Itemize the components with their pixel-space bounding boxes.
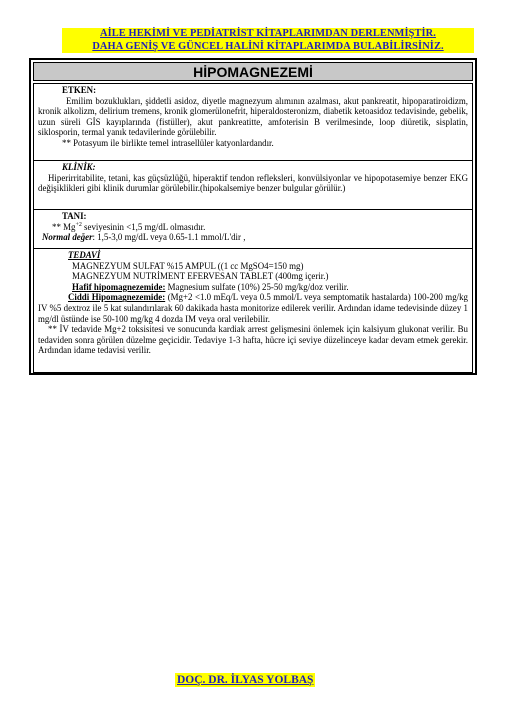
tani-heading: TANI: [62, 211, 87, 221]
tedavi-line-2: MAGNEZYUM NUTRİMENT EFERVESAN TABLET (400mg içerir.) [72, 271, 329, 282]
ciddi-paragraph [38, 292, 468, 324]
tani-prefix: ** Mg [52, 221, 76, 232]
tani-section [33, 209, 473, 249]
tani-normal [38, 232, 468, 243]
tani-line [38, 222, 468, 233]
hafif-paragraph [38, 282, 468, 293]
klinik-text: Hiperirritabilite, tetani, kas güçsüzlüğü, hiperaktif tendon refleksleri, konvülsiyonlar ve hipopotasemiye benzer EKG değişiklikleri gibi klinik durumlar görülebilir.(hipokalsemiye benzer bulgular görülür.) [38, 172, 468, 194]
source-banner [62, 28, 474, 53]
tani-rest: seviyesinin <1,5 mg/dL olmasıdır. [81, 221, 206, 232]
tedavi-heading: TEDAVİ [68, 250, 101, 260]
hafif-label: Hafif hipomagnezemide: [72, 281, 166, 292]
banner-line-1: AİLE HEKİMİ VE PEDİATRİST KİTAPLARIMDAN DERLENMİŞTİR. [100, 28, 436, 39]
klinik-heading: KLİNİK: [62, 162, 96, 172]
tedavi-note: ** İV tedavide Mg+2 toksisitesi ve sonucunda kardiak arrest gelişmesini önlemek için kalsiyum glukonat verilir. Bu tedaviden sonra görülen düzelme geçicidir. Tedaviye 1-3 hafta, hücre içi seviye düzelinceye kadar devam etmek gerekir. Ardından idame tedavisi verilir. [38, 324, 468, 356]
tedavi-line-1: MAGNEZYUM SULFAT %15 AMPUL ((1 cc MgSO4=150 mg) [72, 260, 304, 271]
ciddi-text: (Mg+2 <1.0 mEq/L veya 0.5 mmol/L veya semptomatik hastalarda) 100-200 mg/kg IV %5 dextroz ile 5 kat sulandırılarak 60 dakikada hasta monitorize edilerek verilir. Ardından idame tedevisinde düzey 1 mg/dl üstünde ise 50-100 mg/kg 4 dozda IM veya oral verilebilir. [38, 292, 468, 324]
tani-superscript: +2 [75, 221, 82, 228]
tedavi-section [33, 248, 473, 373]
etken-note: ** Potasyum ile birlikte temel intrasellüler katyonlardandır. [62, 137, 274, 148]
normal-value: : 1,5-3,0 mg/dL veya 0.65-1.1 mmol/L'dir , [92, 232, 246, 243]
author-name: DOÇ. DR. İLYAS YOLBAŞ [177, 674, 314, 686]
ciddi-label: Ciddi Hipomagnezemide: [68, 292, 166, 303]
hafif-text: Magnesium sulfate (10%) 25-50 mg/kg/doz verilir. [165, 281, 349, 292]
etken-heading: ETKEN: [62, 85, 97, 95]
banner-line-2: DAHA GENİŞ VE GÜNCEL HALİNİ KİTAPLARIMDA BULABİLİRSİNİZ. [92, 40, 444, 52]
page-title: HİPOMAGNEZEMİ [33, 62, 473, 81]
etken-text: Emilim bozuklukları, şiddetli asidoz, diyetle magnezyum alımının azalması, akut pankreatit, hipoparatiroidizm, kronik alkolizm, delirium tremens, kronik glomerülonefrit, hiperaldosteronizm, diabetik ketoasidoz tedavisinde, gebelik, uzun süreli GİS kayıplarında (fistüller), akut pankreatitte, amfoterisin B verilmesinde, loop diüretik, sisplatin, siklosporin, termal yanık tedavilerinde görülebilir. [38, 95, 468, 138]
document-frame [29, 58, 477, 375]
etken-section [33, 83, 473, 161]
normal-label: Normal değer [42, 232, 93, 243]
klinik-section [33, 160, 473, 210]
